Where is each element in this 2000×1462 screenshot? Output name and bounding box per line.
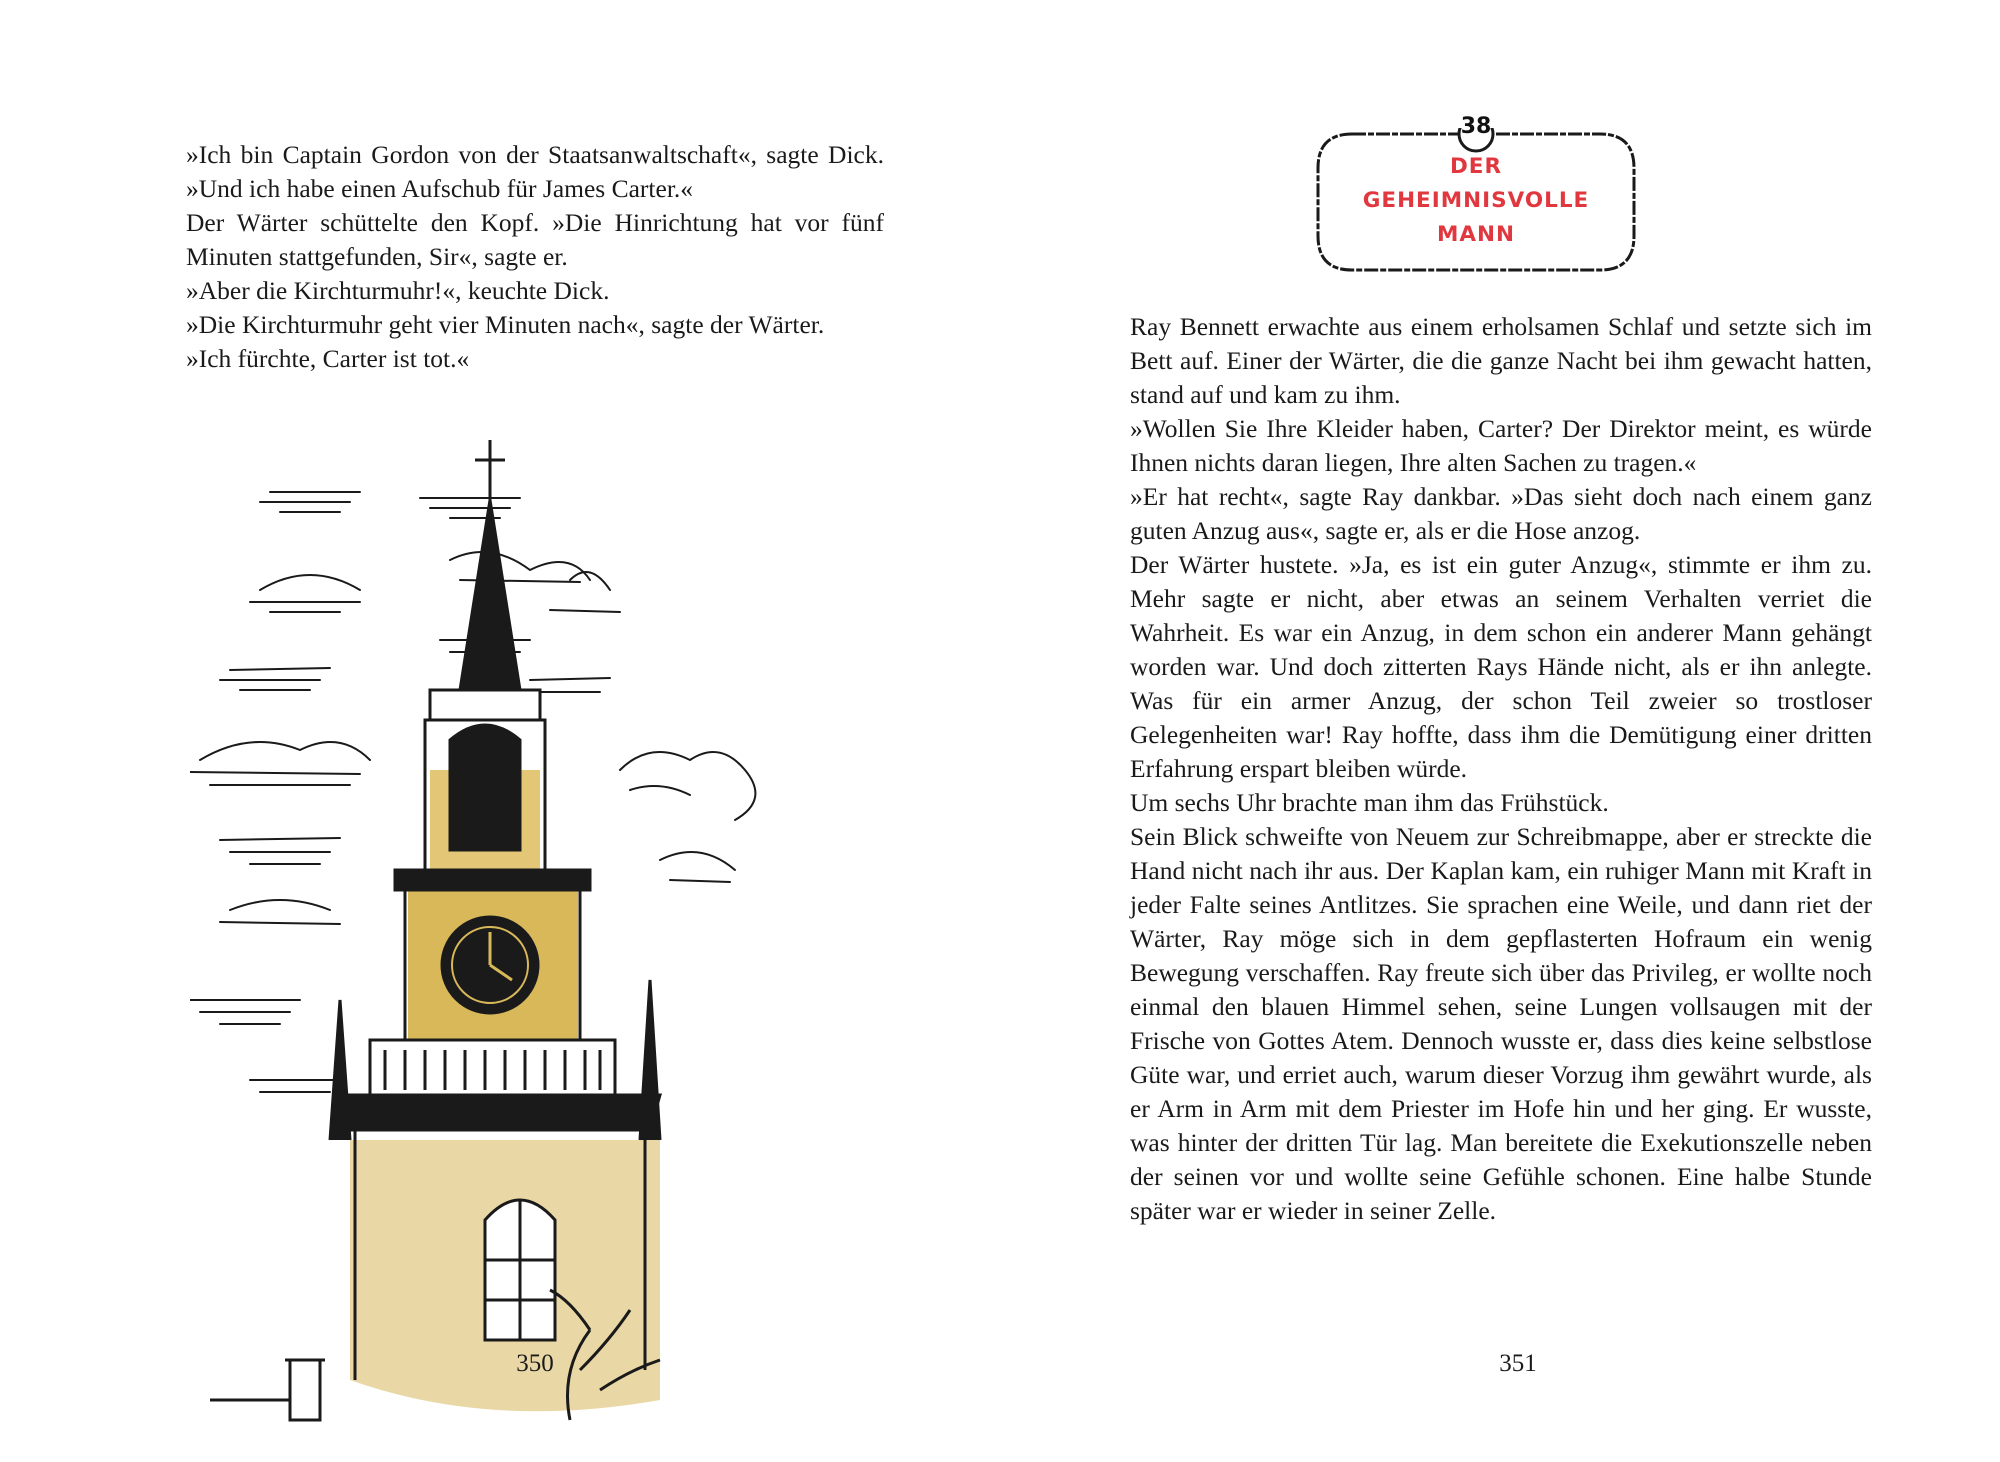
paragraph: Der Wärter schüttelte den Kopf. »Die Hinrichtung hat vor fünf Minuten stattgefunden, Sir«, sagte er. — [186, 208, 884, 271]
right-page-text — [1130, 310, 1872, 1228]
paragraph: »Ich bin Captain Gordon von der Staatsanwaltschaft«, sagte Dick. »Und ich habe einen Aufschub für James Carter.« — [186, 140, 884, 203]
paragraph: Der Wärter hustete. »Ja, es ist ein guter Anzug«, stimmte er ihm zu. Mehr sagte er nicht, aber etwas an seinem Verhalten verriet die Wahrheit. Es war ein Anzug, in dem schon ein anderer Mann gehängt worden war. Und doch zitterten Rays Hände nicht, als er ihn anlegte. Was für ein armer Anzug, der schon Teil zweier so trostloser Gelegenheiten war! Ray hoffte, dass ihm die Demütigung einer dritten Erfahrung erspart bleiben würde. — [1130, 550, 1872, 783]
right-page — [1000, 0, 2000, 1462]
church-tower-illustration — [190, 440, 840, 1430]
chapter-title-line: DER — [1449, 154, 1503, 179]
chapter-title — [1312, 150, 1640, 252]
paragraph: »Aber die Kirchturmuhr!«, keuchte Dick. — [186, 276, 610, 305]
chapter-title-line: GEHEIMNISVOLLE — [1362, 188, 1590, 213]
paragraph: »Er hat recht«, sagte Ray dankbar. »Das sieht doch nach einem ganz guten Anzug aus«, sagte er, als er die Hose anzog. — [1130, 482, 1872, 545]
paragraph: »Wollen Sie Ihre Kleider haben, Carter? Der Direktor meint, es würde Ihnen nichts daran liegen, Ihre alten Sachen zu tragen.« — [1130, 414, 1872, 477]
paragraph: Sein Blick schweifte von Neuem zur Schreibmappe, aber er streckte die Hand nicht nach ihr aus. Der Kaplan kam, ein ruhiger Mann mit Kraft in jeder Falte seines Antlitzes. Sie sprachen eine Weile, und dann riet der Wärter, Ray möge sich in dem gepflasterten Hofraum ein wenig Bewegung verschaffen. Ray freute sich über das Privileg, er wollte noch einmal den blauen Himmel sehen, seine Lungen vollsaugen mit der Frische von Gottes Atem. Dennoch wusste er, dass dies keine selbstlose Güte war, und erriet auch, warum dieser Vorzug ihm gewährt wurde, als er Arm in Arm mit dem Priester im Hofe hin und her ging. Er wusste, was hinter der dritten Tür lag. Man bereitete die Exekutionszelle neben der seinen vor und wollte seine Gefühle schonen. Eine halbe Stunde später war er wieder in seiner Zelle. — [1130, 822, 1872, 1225]
paragraph: »Die Kirchturmuhr geht vier Minuten nach«, sagte der Wärter. — [186, 310, 825, 339]
paragraph: Um sechs Uhr brachte man ihm das Frühstück. — [1130, 788, 1609, 817]
paragraph: »Ich fürchte, Carter ist tot.« — [186, 344, 470, 373]
paragraph: Ray Bennett erwachte aus einem erholsamen Schlaf und setzte sich im Bett auf. Einer der Wärter, die die ganze Nacht bei ihm gewacht hatten, stand auf und kam zu ihm. — [1130, 312, 1872, 409]
page-number: 350 — [516, 1350, 554, 1377]
left-page-text — [186, 138, 884, 376]
chapter-heading-box — [1312, 114, 1640, 276]
page-number: 351 — [1499, 1350, 1537, 1377]
chapter-title-line: MANN — [1436, 222, 1516, 247]
chapter-number: 38 — [1460, 114, 1492, 139]
